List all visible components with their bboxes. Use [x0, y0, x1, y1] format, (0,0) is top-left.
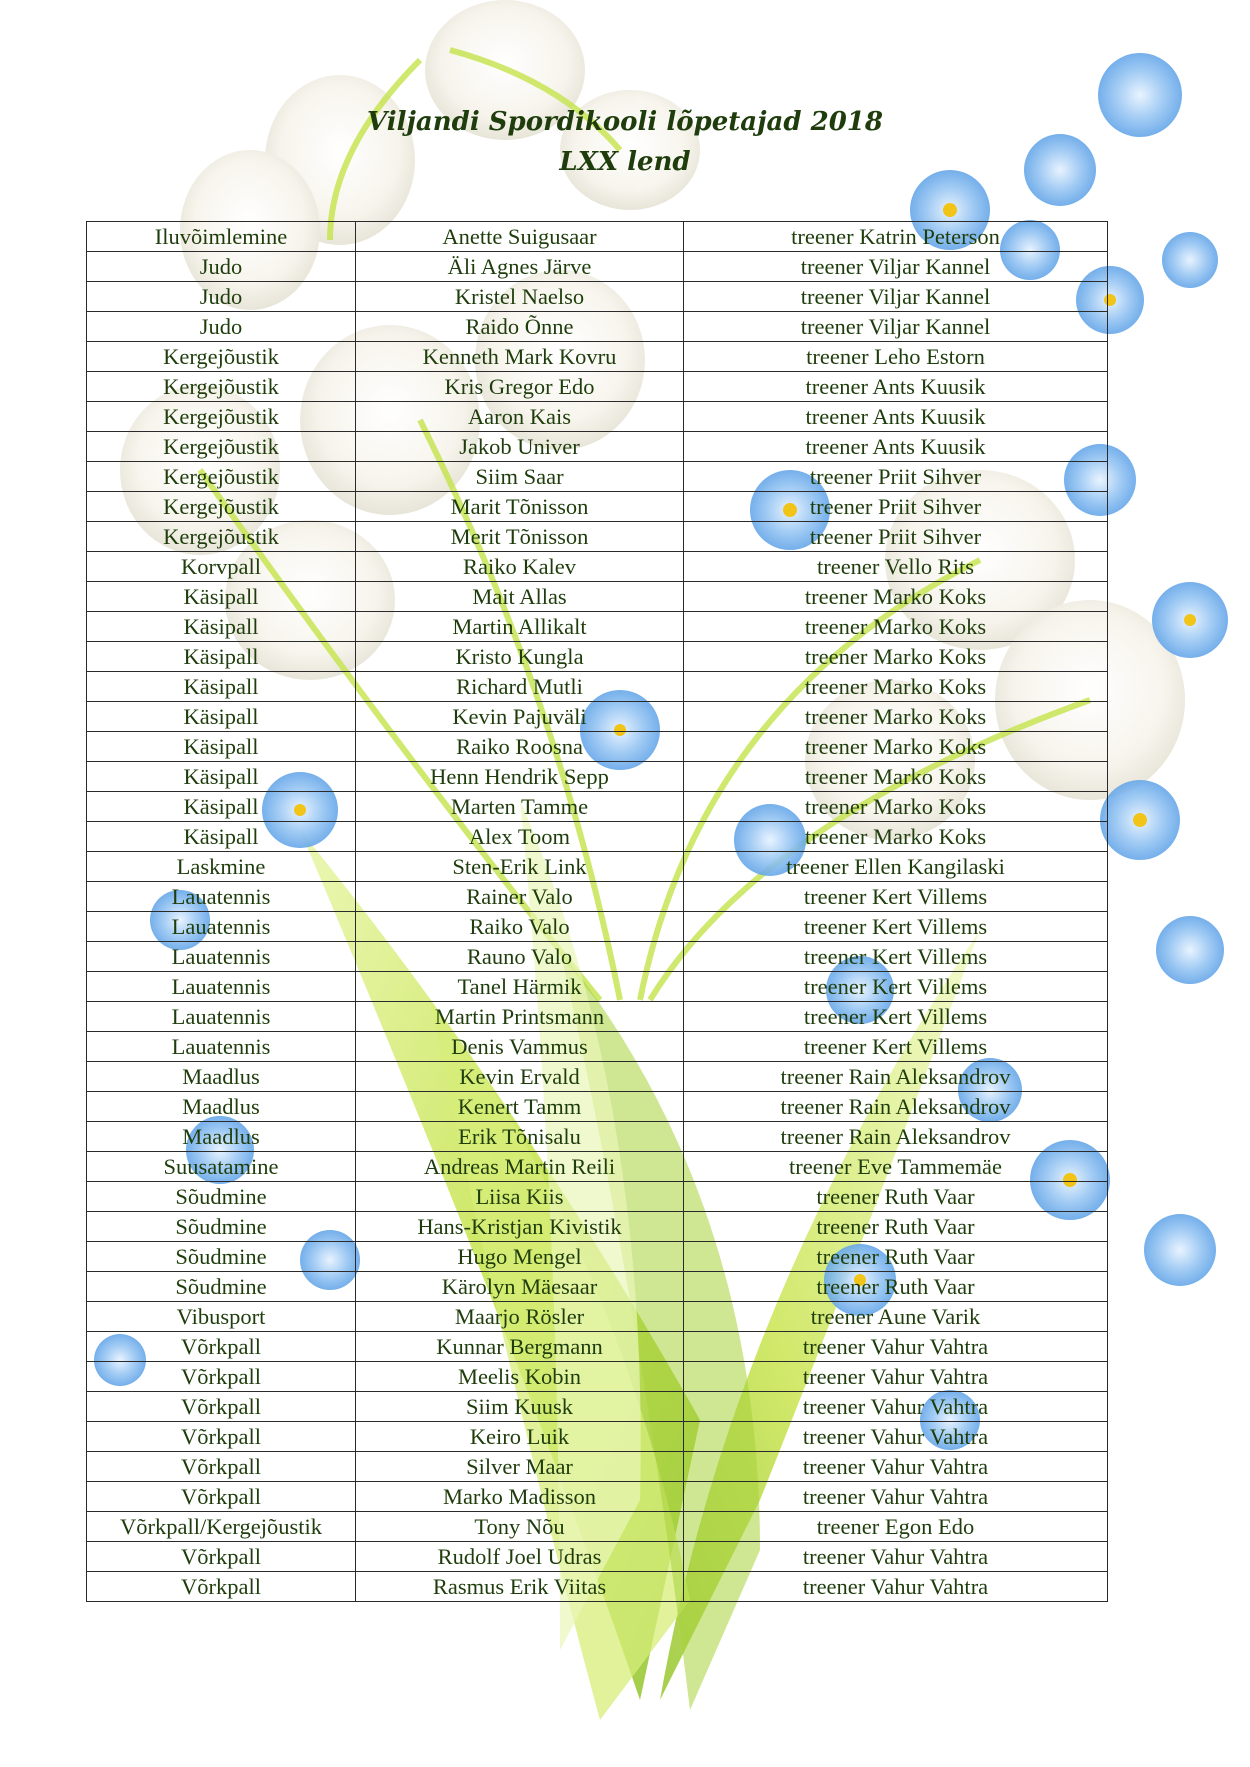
sport-cell: Käsipall [87, 762, 356, 792]
coach-cell: treener Ruth Vaar [684, 1272, 1108, 1302]
table-row [87, 342, 1108, 372]
name-cell: Marten Tamme [356, 792, 684, 822]
table-row [87, 642, 1108, 672]
name-cell: Richard Mutli [356, 672, 684, 702]
sport-cell: Käsipall [87, 792, 356, 822]
sport-cell: Sõudmine [87, 1212, 356, 1242]
coach-cell: treener Vahur Vahtra [684, 1332, 1108, 1362]
coach-cell: treener Marko Koks [684, 762, 1108, 792]
name-cell: Hugo Mengel [356, 1242, 684, 1272]
sport-cell: Suusatamine [87, 1152, 356, 1182]
sport-cell: Kergejõustik [87, 432, 356, 462]
table-row [87, 1002, 1108, 1032]
name-cell: Kärolyn Mäesaar [356, 1272, 684, 1302]
coach-cell: treener Marko Koks [684, 822, 1108, 852]
table-row [87, 1302, 1108, 1332]
name-cell: Marko Madisson [356, 1482, 684, 1512]
coach-cell: treener Marko Koks [684, 792, 1108, 822]
coach-cell: treener Vahur Vahtra [684, 1482, 1108, 1512]
table-row [87, 1542, 1108, 1572]
sport-cell: Kergejõustik [87, 522, 356, 552]
name-cell: Äli Agnes Järve [356, 252, 684, 282]
coach-cell: treener Ants Kuusik [684, 402, 1108, 432]
coach-cell: treener Ants Kuusik [684, 372, 1108, 402]
table-row [87, 1572, 1108, 1602]
name-cell: Hans-Kristjan Kivistik [356, 1212, 684, 1242]
name-cell: Rauno Valo [356, 942, 684, 972]
name-cell: Kunnar Bergmann [356, 1332, 684, 1362]
name-cell: Rainer Valo [356, 882, 684, 912]
table-row [87, 372, 1108, 402]
coach-cell: treener Marko Koks [684, 612, 1108, 642]
table-row [87, 882, 1108, 912]
name-cell: Andreas Martin Reili [356, 1152, 684, 1182]
name-cell: Denis Vammus [356, 1032, 684, 1062]
name-cell: Kris Gregor Edo [356, 372, 684, 402]
coach-cell: treener Viljar Kannel [684, 282, 1108, 312]
table-row [87, 1242, 1108, 1272]
table-row [87, 702, 1108, 732]
table-row [87, 462, 1108, 492]
sport-cell: Kergejõustik [87, 492, 356, 522]
table-row [87, 972, 1108, 1002]
sport-cell: Lauatennis [87, 972, 356, 1002]
table-row [87, 1212, 1108, 1242]
sport-cell: Käsipall [87, 702, 356, 732]
coach-cell: treener Ellen Kangilaski [684, 852, 1108, 882]
table-row [87, 282, 1108, 312]
coach-cell: treener Eve Tammemäe [684, 1152, 1108, 1182]
sport-cell: Käsipall [87, 672, 356, 702]
coach-cell: treener Viljar Kannel [684, 252, 1108, 282]
sport-cell: Kergejõustik [87, 462, 356, 492]
coach-cell: treener Rain Aleksandrov [684, 1092, 1108, 1122]
name-cell: Raido Õnne [356, 312, 684, 342]
table-row [87, 1362, 1108, 1392]
coach-cell: treener Kert Villems [684, 942, 1108, 972]
name-cell: Raiko Roosna [356, 732, 684, 762]
coach-cell: treener Kert Villems [684, 972, 1108, 1002]
table-row [87, 432, 1108, 462]
table-row [87, 912, 1108, 942]
name-cell: Erik Tõnisalu [356, 1122, 684, 1152]
table-row [87, 402, 1108, 432]
sport-cell: Maadlus [87, 1092, 356, 1122]
graduates-table [86, 221, 1108, 1602]
sport-cell: Võrkpall [87, 1572, 356, 1602]
table-row [87, 1032, 1108, 1062]
sport-cell: Käsipall [87, 582, 356, 612]
page-title: Viljandi Spordikooli lõpetajad 2018 [367, 107, 883, 137]
sport-cell: Võrkpall [87, 1422, 356, 1452]
coach-cell: treener Marko Koks [684, 582, 1108, 612]
table-row [87, 1182, 1108, 1212]
name-cell: Marit Tõnisson [356, 492, 684, 522]
name-cell: Liisa Kiis [356, 1182, 684, 1212]
coach-cell: treener Vahur Vahtra [684, 1452, 1108, 1482]
name-cell: Kristel Naelso [356, 282, 684, 312]
table-row [87, 822, 1108, 852]
name-cell: Tony Nõu [356, 1512, 684, 1542]
sport-cell: Käsipall [87, 822, 356, 852]
coach-cell: treener Vahur Vahtra [684, 1542, 1108, 1572]
name-cell: Martin Printsmann [356, 1002, 684, 1032]
coach-cell: treener Kert Villems [684, 882, 1108, 912]
sport-cell: Võrkpall [87, 1392, 356, 1422]
name-cell: Keiro Luik [356, 1422, 684, 1452]
sport-cell: Kergejõustik [87, 342, 356, 372]
sport-cell: Võrkpall/Kergejõustik [87, 1512, 356, 1542]
table-row [87, 1332, 1108, 1362]
coach-cell: treener Leho Estorn [684, 342, 1108, 372]
sport-cell: Lauatennis [87, 882, 356, 912]
sport-cell: Iluvõimlemine [87, 222, 356, 252]
sport-cell: Kergejõustik [87, 402, 356, 432]
name-cell: Siim Kuusk [356, 1392, 684, 1422]
table-row [87, 312, 1108, 342]
coach-cell: treener Kert Villems [684, 1002, 1108, 1032]
coach-cell: treener Katrin Peterson [684, 222, 1108, 252]
table-row [87, 1392, 1108, 1422]
name-cell: Anette Suigusaar [356, 222, 684, 252]
coach-cell: treener Vello Rits [684, 552, 1108, 582]
name-cell: Martin Allikalt [356, 612, 684, 642]
table-row [87, 942, 1108, 972]
coach-cell: treener Ruth Vaar [684, 1212, 1108, 1242]
coach-cell: treener Aune Varik [684, 1302, 1108, 1332]
table-row [87, 492, 1108, 522]
coach-cell: treener Viljar Kannel [684, 312, 1108, 342]
name-cell: Kenert Tamm [356, 1092, 684, 1122]
sport-cell: Korvpall [87, 552, 356, 582]
sport-cell: Judo [87, 282, 356, 312]
coach-cell: treener Vahur Vahtra [684, 1392, 1108, 1422]
sport-cell: Käsipall [87, 642, 356, 672]
name-cell: Sten-Erik Link [356, 852, 684, 882]
table-row [87, 1092, 1108, 1122]
coach-cell: treener Egon Edo [684, 1512, 1108, 1542]
table-row [87, 1482, 1108, 1512]
table-row [87, 852, 1108, 882]
sport-cell: Lauatennis [87, 1002, 356, 1032]
table-row [87, 1152, 1108, 1182]
name-cell: Rasmus Erik Viitas [356, 1572, 684, 1602]
coach-cell: treener Rain Aleksandrov [684, 1122, 1108, 1152]
table-row [87, 1062, 1108, 1092]
table-row [87, 1122, 1108, 1152]
name-cell: Kevin Pajuväli [356, 702, 684, 732]
name-cell: Maarjo Rösler [356, 1302, 684, 1332]
name-cell: Kevin Ervald [356, 1062, 684, 1092]
coach-cell: treener Priit Sihver [684, 462, 1108, 492]
page-subtitle: LXX lend [559, 147, 691, 177]
coach-cell: treener Marko Koks [684, 672, 1108, 702]
sport-cell: Kergejõustik [87, 372, 356, 402]
sport-cell: Käsipall [87, 732, 356, 762]
sport-cell: Võrkpall [87, 1542, 356, 1572]
coach-cell: treener Rain Aleksandrov [684, 1062, 1108, 1092]
name-cell: Meelis Kobin [356, 1362, 684, 1392]
graduates-table-body [87, 222, 1108, 1602]
name-cell: Jakob Univer [356, 432, 684, 462]
coach-cell: treener Kert Villems [684, 912, 1108, 942]
table-row [87, 1422, 1108, 1452]
table-row [87, 732, 1108, 762]
sport-cell: Judo [87, 252, 356, 282]
sport-cell: Lauatennis [87, 942, 356, 972]
coach-cell: treener Ruth Vaar [684, 1242, 1108, 1272]
coach-cell: treener Ants Kuusik [684, 432, 1108, 462]
coach-cell: treener Vahur Vahtra [684, 1362, 1108, 1392]
table-row [87, 612, 1108, 642]
table-row [87, 1272, 1108, 1302]
sport-cell: Maadlus [87, 1062, 356, 1092]
table-row [87, 252, 1108, 282]
name-cell: Raiko Valo [356, 912, 684, 942]
coach-cell: treener Priit Sihver [684, 492, 1108, 522]
sport-cell: Maadlus [87, 1122, 356, 1152]
table-row [87, 222, 1108, 252]
sport-cell: Vibusport [87, 1302, 356, 1332]
coach-cell: treener Kert Villems [684, 1032, 1108, 1062]
sport-cell: Lauatennis [87, 912, 356, 942]
name-cell: Kenneth Mark Kovru [356, 342, 684, 372]
name-cell: Tanel Härmik [356, 972, 684, 1002]
title-block [0, 102, 1250, 182]
coach-cell: treener Vahur Vahtra [684, 1422, 1108, 1452]
sport-cell: Sõudmine [87, 1182, 356, 1212]
coach-cell: treener Ruth Vaar [684, 1182, 1108, 1212]
table-row [87, 582, 1108, 612]
table-row [87, 792, 1108, 822]
sport-cell: Laskmine [87, 852, 356, 882]
coach-cell: treener Priit Sihver [684, 522, 1108, 552]
table-row [87, 522, 1108, 552]
sport-cell: Sõudmine [87, 1242, 356, 1272]
sport-cell: Käsipall [87, 612, 356, 642]
name-cell: Mait Allas [356, 582, 684, 612]
table-row [87, 1512, 1108, 1542]
sport-cell: Võrkpall [87, 1362, 356, 1392]
name-cell: Alex Toom [356, 822, 684, 852]
coach-cell: treener Marko Koks [684, 642, 1108, 672]
name-cell: Henn Hendrik Sepp [356, 762, 684, 792]
sport-cell: Judo [87, 312, 356, 342]
coach-cell: treener Marko Koks [684, 732, 1108, 762]
sport-cell: Võrkpall [87, 1332, 356, 1362]
name-cell: Aaron Kais [356, 402, 684, 432]
table-row [87, 552, 1108, 582]
sport-cell: Lauatennis [87, 1032, 356, 1062]
coach-cell: treener Vahur Vahtra [684, 1572, 1108, 1602]
name-cell: Kristo Kungla [356, 642, 684, 672]
name-cell: Silver Maar [356, 1452, 684, 1482]
sport-cell: Sõudmine [87, 1272, 356, 1302]
name-cell: Merit Tõnisson [356, 522, 684, 552]
name-cell: Siim Saar [356, 462, 684, 492]
name-cell: Rudolf Joel Udras [356, 1542, 684, 1572]
coach-cell: treener Marko Koks [684, 702, 1108, 732]
table-row [87, 672, 1108, 702]
table-row [87, 762, 1108, 792]
sport-cell: Võrkpall [87, 1482, 356, 1512]
sport-cell: Võrkpall [87, 1452, 356, 1482]
name-cell: Raiko Kalev [356, 552, 684, 582]
table-row [87, 1452, 1108, 1482]
